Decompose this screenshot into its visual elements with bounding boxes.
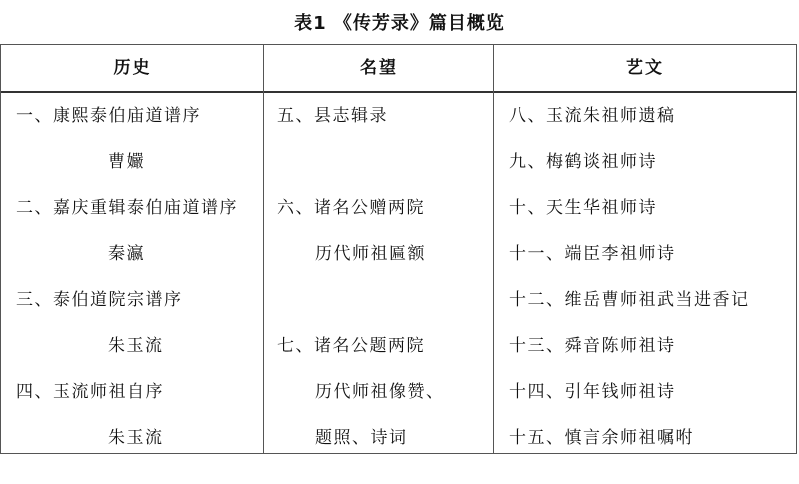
contents-table bbox=[0, 44, 797, 454]
column-divider bbox=[493, 45, 494, 453]
entry-line: 八、玉流朱祖师遗稿 bbox=[509, 106, 676, 126]
header-art: 艺文 bbox=[626, 58, 664, 78]
entry-line bbox=[277, 139, 445, 185]
entry-line: 十四、引年钱师祖诗 bbox=[509, 382, 676, 402]
table-header-row bbox=[1, 45, 796, 93]
entry-line: 历代师祖像赞、 bbox=[315, 382, 445, 402]
entry-line: 十三、舜音陈师祖诗 bbox=[509, 336, 676, 356]
entry-line: 十五、慎言余师祖嘱咐 bbox=[509, 428, 694, 448]
entry-line: 二、嘉庆重辑泰伯庙道谱序 bbox=[16, 198, 238, 218]
entry-line: 历代师祖匾额 bbox=[315, 244, 426, 264]
entry-line: 十、天生华祖师诗 bbox=[509, 198, 657, 218]
table-caption: 表1 《传芳录》篇目概览 bbox=[294, 13, 505, 34]
entry-line: 十一、端臣李祖师诗 bbox=[509, 244, 676, 264]
entry-line: 朱玉流 bbox=[108, 428, 164, 448]
header-history: 历史 bbox=[113, 58, 152, 78]
entry-line: 十二、维岳曹师祖武当进香记 bbox=[509, 290, 750, 310]
entry-line: 五、县志辑录 bbox=[277, 106, 388, 126]
entry-line: 三、泰伯道院宗谱序 bbox=[16, 290, 183, 310]
fame-column bbox=[277, 93, 445, 461]
entry-line: 题照、诗词 bbox=[315, 428, 408, 448]
entry-line bbox=[277, 277, 445, 323]
art-column bbox=[509, 93, 750, 461]
entry-line: 秦瀛 bbox=[108, 244, 145, 264]
entry-line: 一、康熙泰伯庙道谱序 bbox=[16, 106, 201, 126]
entry-line: 朱玉流 bbox=[108, 336, 164, 356]
entry-line: 九、梅鹤谈祖师诗 bbox=[509, 152, 657, 172]
header-fame: 名望 bbox=[360, 58, 398, 78]
column-divider bbox=[263, 45, 264, 453]
entry-line: 曹孍 bbox=[108, 152, 145, 172]
history-column bbox=[16, 93, 238, 461]
entry-line: 七、诸名公题两院 bbox=[277, 336, 425, 356]
entry-line: 四、玉流师祖自序 bbox=[16, 382, 164, 402]
entry-line: 六、诸名公赠两院 bbox=[277, 198, 425, 218]
